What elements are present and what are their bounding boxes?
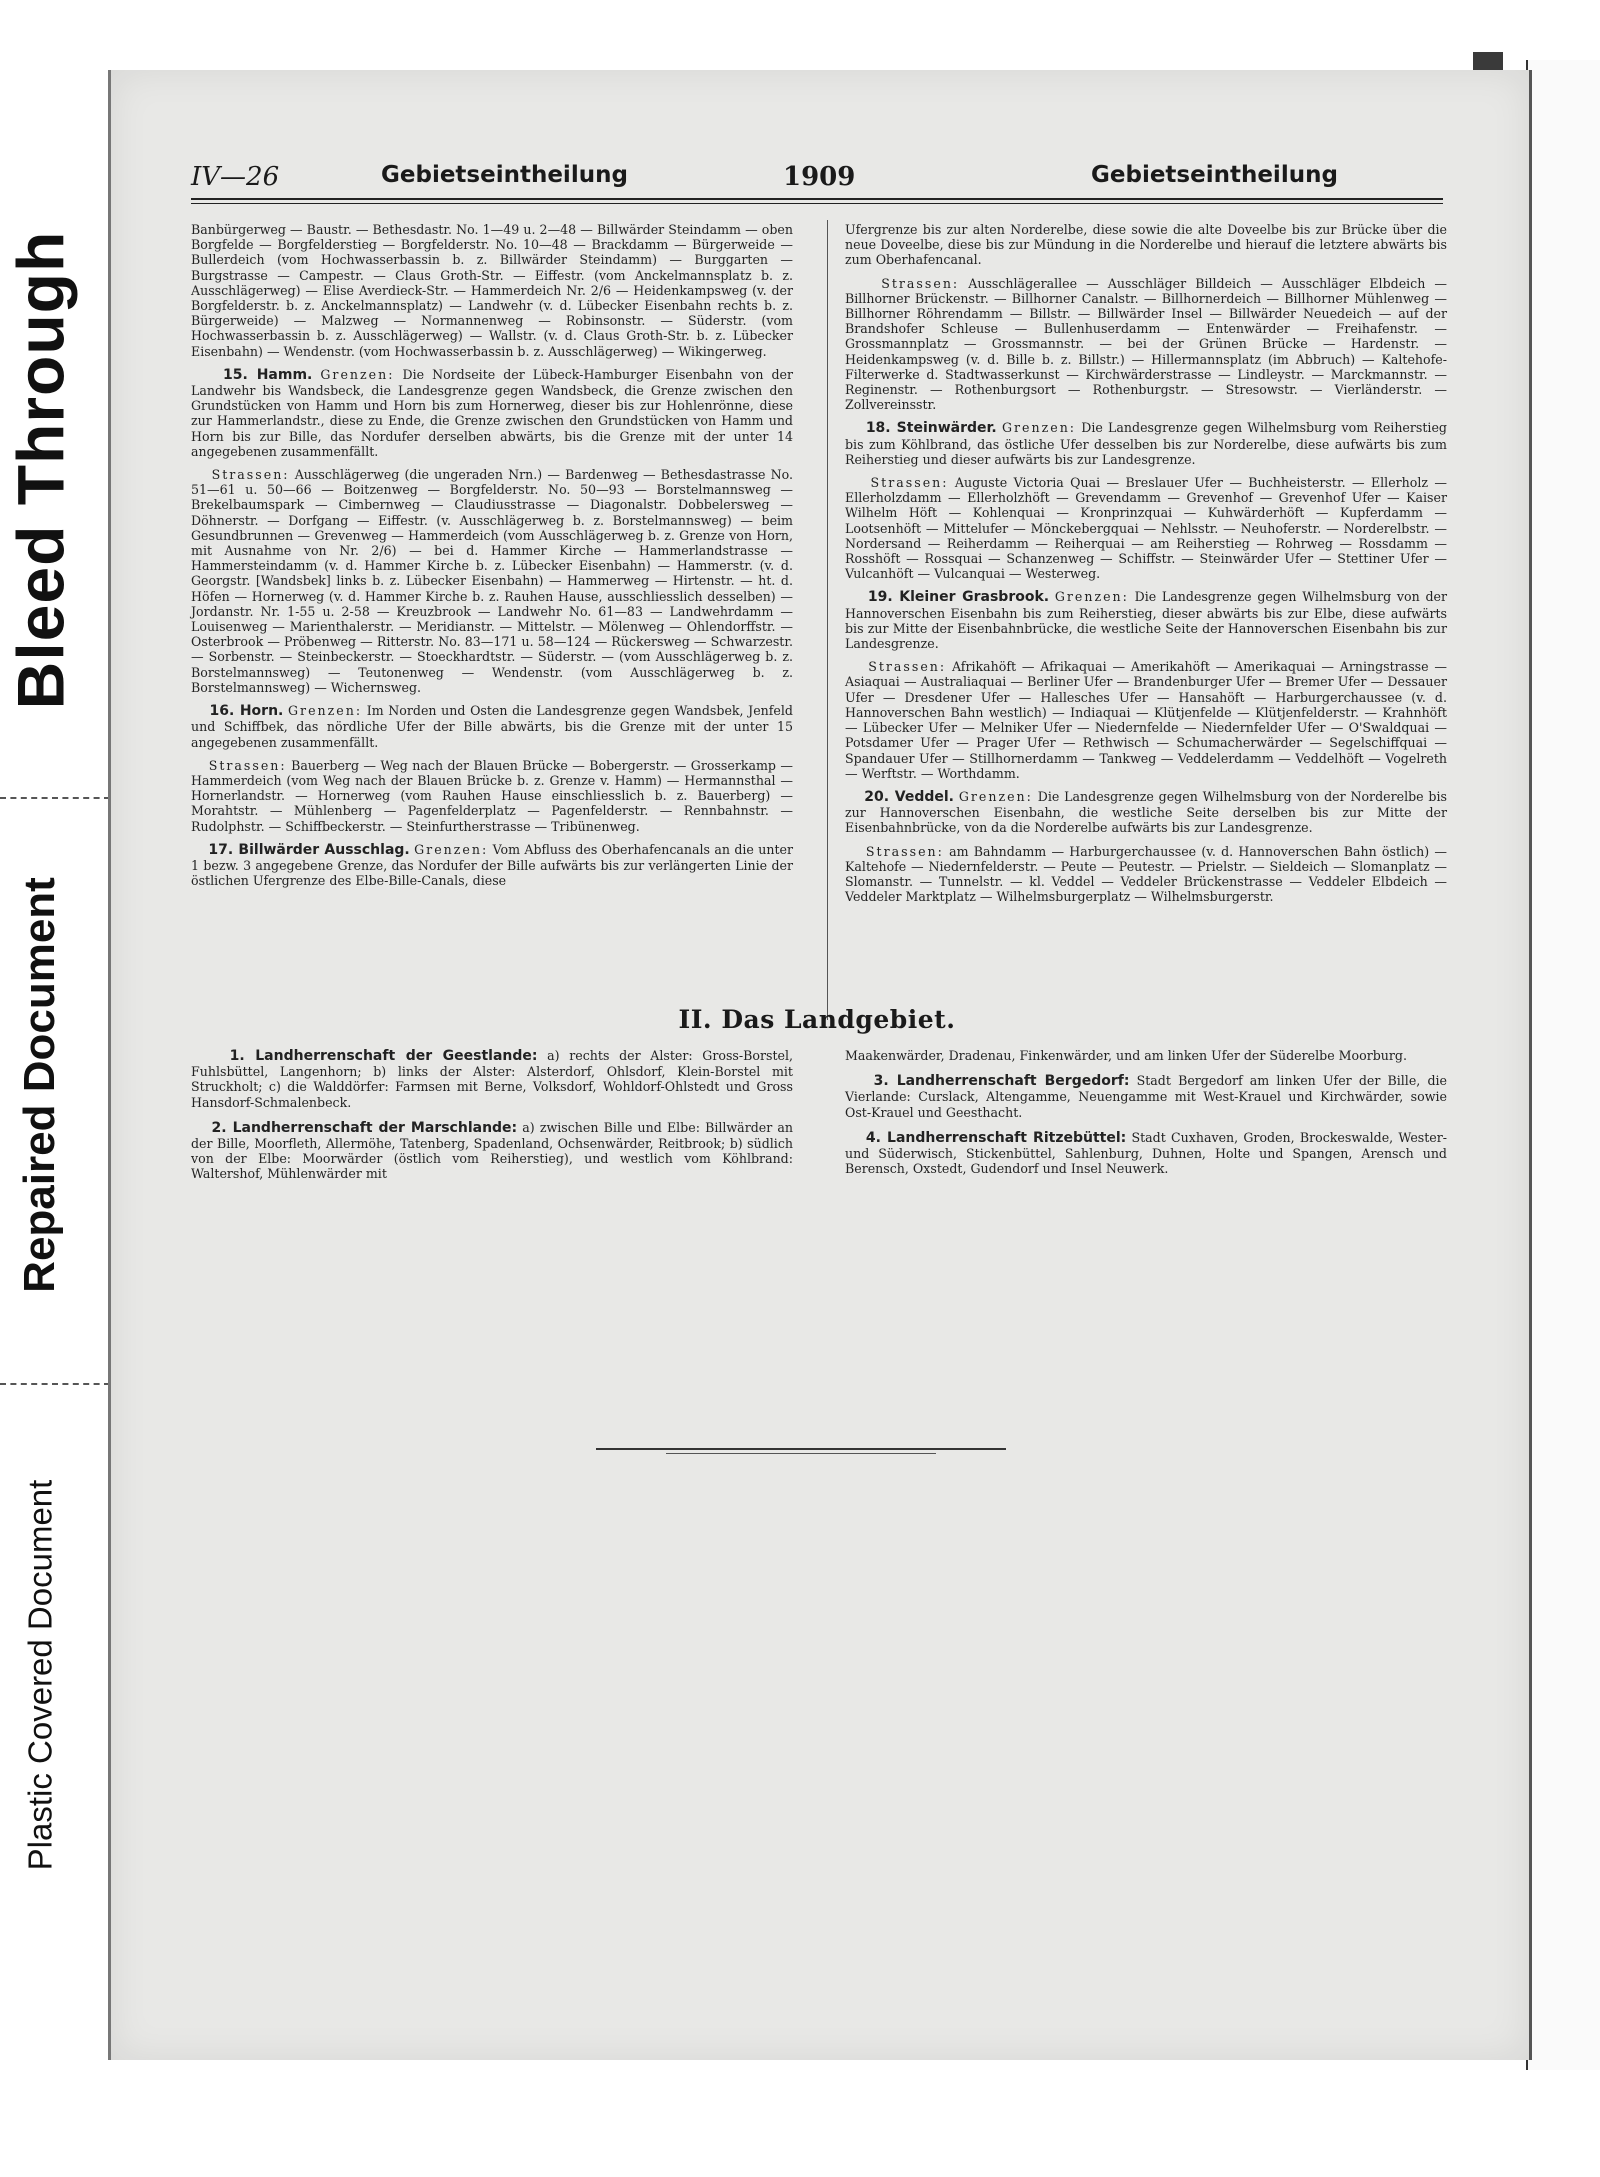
marschlande-entry: 2. Landherrenschaft der Marschlande: a) zwischen Bille und Elbe: Billwärder an der Bille, Moorfleth, Allermöhe, Tatenberg, Spadenland, Ochsenwärder, Reitbrook; b) südlich von der Elbe: Moorwärder (östlich vom Reiherstieg), und westlich vom Köhlbrand: Waltershof, Mühlenwärder mit: [191, 1119, 793, 1182]
column-divider: [827, 220, 828, 1020]
district-hamm: 15. Hamm. Grenzen: Die Nordseite der Lübeck-Hamburger Eisenbahn von der Landwehr bis Wandsbeck, die Landesgrenze gegen Wandsbeck, die Grenze zwischen den Grundstücken von Hamm und Horn bis zum Hornerweg, dieser bis zur Hohlenrönne, diese zur Hammerlandstr., diese zu Ende, die Grenze zwischen den Grundstücken von Hamm und Horn bis zur Bille, das Nordufer derselben abwärts, bis die Grenze mit der unter 14 angegebenen zusammenfällt.: [191, 366, 793, 459]
district-title: 18. Steinwärder.: [865, 420, 997, 437]
landgebiet-right-column: [845, 1048, 1447, 1186]
district-title: 17. Billwärder Ausschlag.: [208, 841, 410, 858]
label-separator: [0, 1383, 110, 1385]
bleed-through-label: Bleed Through: [3, 230, 77, 710]
page-number: IV—26: [191, 162, 280, 192]
scanned-page: [108, 70, 1532, 2060]
header-rule-thin: [191, 203, 1443, 204]
ritzebuettel-entry: 4. Landherrenschaft Ritzebüttel: Stadt Cuxhaven, Groden, Brockeswalde, Wester- und Süderwisch, Stickenbüttel, Sahlenburg, Duhnen, Holte und Spangen, Arensch und Berensch, Oxstedt, Gudendorf und Insel Neuwerk.: [845, 1129, 1448, 1177]
landgebiet-title: II. Das Landgebiet.: [678, 1005, 956, 1034]
bergedorf-entry: 3. Landherrenschaft Bergedorf: Stadt Bergedorf am linken Ufer der Bille, die Vierlande: Curslack, Altengamme, Neuengamme mit West-Krauel und Kirchwärder, sowie Ost-Krauel und Geesthacht.: [845, 1073, 1447, 1120]
plastic-covered-label: Plastic Covered Document: [21, 1479, 59, 1871]
streets-hamm: Strassen: Ausschlägerweg (die ungeraden Nrn.) — Bardenweg — Bethesdastrasse No. 51—61 u. 50—66 — Boitzenweg — Borgfelderstr. No. 50—93 — Borstelmannsweg — Brekelbaumspark — Cimbernweg — Claudiusstrasse — Diagonalstr. Dobbelersweg — Döhnerstr. — Dorfgang — Eiffestr. (v. Ausschlägerweg b. z. Borstelmannsweg) — beim Gesundbrunnen — Grevenweg — Hammerdeich (vom Ausschlägerweg b. z. Grenze von Horn, mit Ausnahme von Nr. 2/6) — bei d. Hammer Kirche — Hammerlandstrasse — Hammersteindamm (v. d. Hammer Kirche b. z. Lübecker Eisenbahn) — Hammerstr. (v. d. Georgstr. [Wandsbek] links b. z. Lübecker Eisenbahn) — Hammerweg — Hirtenstr. — ht. d. Höfen — Hornerweg (v. d. Hammer Kirche b. z. Rauhen Hause, ausschliesslich desselben) — Jordanstr. Nr. 1-55 u. 2-58 — Kreuzbrook — Landwehr No. 61—83 — Landwehrdamm — Louisenweg — Marienthalerstr. — Meridianstr. — Mittelstr. — Mölenweg — Ohlendorffstr. — Osterbrook — Pröbenweg — Ritterstr. No. 83—171 u. 58—124 — Rückersweg — Schwarzestr. — Sorbenstr. — Steinbeckerstr. — Stoeckhardtstr. — Süderstr. — (vom Ausschlägerweg b. z. Borstelmannsweg) — Teutonenweg — Wendenstr. (vom Ausschlägerweg b. z. Borstelmannsweg) — Wichernsweg.: [191, 467, 794, 695]
next-page-edge: [1526, 60, 1600, 2070]
district-horn: 16. Horn. Grenzen: Im Norden und Osten die Landesgrenze gegen Wandsbek, Jenfeld und Schiffbek, das nördliche Ufer der Bille abwärts, bis die Grenze mit der unter 15 angegebenen zusammenfällt.: [191, 703, 793, 750]
streets-billwaerder: Strassen: Ausschlägerallee — Ausschläger Billdeich — Ausschläger Elbdeich — Billhorner Brückenstr. — Billhorner Canalstr. — Billhornerdeich — Billhorner Mühlenweg — Billhorner Röhrendamm — Billstr. — Billwärder Insel — Billwärder Neuedeich — auf der Brandshofer Schleuse — Bullenhuserdamm — Entenwärder — Freihafenstr. — Grossmannplatz — Grossmannstr. — bei der Grünen Brücke — Hardenstr. — Heidenkampsweg (v. d. Bille b. z. Billstr.) — Hillermannsplatz (im Abbruch) — Kaltehofe-Filterwerke d. Stadtwasserkunst — Kirchwärderstrasse — Lindleystr. — Marckmannstr. — Reginenstr. — Rothenburgsort — Rothenburgstr. — Stresowstr. — Vierländerstr. — Zollvereinsstr.: [845, 275, 1447, 413]
district-title: 20. Veddel.: [864, 788, 954, 805]
district-kleiner-grasbrook: 19. Kleiner Grasbrook. Grenzen: Die Landesgrenze gegen Wilhelmsburg von der Hannoverschen Eisenbahn bis zum Reiherstieg, dieser abwärts bis zur Elbe, diese aufwärts bis zur Mitte der Eisenbahnbrücke, die westliche Seite der Hannoverschen Eisenbahn bis zur Landesgrenze.: [845, 589, 1447, 652]
billwaerder-continued: Ufergrenze bis zur alten Norderelbe, diese sowie die alte Doveelbe bis zur Brücke über die neue Doveelbe, diese bis zur Mündung in die Norderelbe und hierauf die letztere abwärts bis zum Oberhafencanal.: [845, 222, 1447, 268]
header-right-title: Gebietseintheilung: [1091, 162, 1338, 188]
header-left-title: Gebietseintheilung: [381, 162, 628, 188]
repaired-document-label: Repaired Document: [15, 877, 65, 1293]
label-separator: [0, 797, 110, 799]
streets-veddel: Strassen: am Bahndamm — Harburgerchaussee (v. d. Hannoverschen Bahn östlich) — Kaltehofe — Niedernfelderstr. — Peute — Peutestr. — Prielstr. — Sieldeich — Slomanplatz — Slomanstr. — Tunnelstr. — kl. Veddel — Veddeler Brückenstrasse — Veddeler Elbdeich — Veddeler Marktplatz — Wilhelmsburgerplatz — Wilhelmsburgerstr.: [845, 843, 1447, 905]
district-steinwaerder: 18. Steinwärder. Grenzen: Die Landesgrenze gegen Wilhelmsburg vom Reiherstieg bis zum Köhlbrand, das östliche Ufer desselben bis zur Norderelbe, diese aufwärts bis zum Reiherstieg und dieser aufwärts bis zur Landesgrenze.: [845, 420, 1447, 467]
header-year: 1909: [783, 162, 856, 192]
district-title: 19. Kleiner Grasbrook.: [867, 589, 1050, 606]
marschlande-continued: Maakenwärder, Dradenau, Finkenwärder, und am linken Ufer der Süderelbe Moorburg.: [845, 1048, 1407, 1063]
district-veddel: 20. Veddel. Grenzen: Die Landesgrenze gegen Wilhelmsburg von der Norderelbe bis zur Hannoverschen Eisenbahn, die westliche Seite derselben bis zur Mitte der Eisenbahnbrücke, von da die Norderelbe aufwärts bis zur Landesgrenze.: [845, 788, 1447, 836]
streets-steinwaerder: Strassen: Auguste Victoria Quai — Breslauer Ufer — Buchheisterstr. — Ellerholz — Ellerholzdamm — Ellerholzhöft — Grevendamm — Grevenhof — Grevenhof Ufer — Kaiser Wilhelm Höft — Kohlenquai — Kronprinzquai — Kuhwärderhöft — Kupferdamm — Lootsenhöft — Mittelufer — Mönckebergquai — Nehlsstr. — Neuhoferstr. — Norderelbstr. — Nordersand — Reiherdamm — Reiherquai — am Reiherstieg — Rohrweg — Rossdamm — Rosshöft — Rossquai — Schanzenweg — Schiffstr. — Steinwärder Ufer — Stettiner Ufer — Vulcanhöft — Vulcanquai — Westerweg.: [845, 475, 1447, 582]
end-ornament-line: [596, 1448, 1006, 1450]
header-rule: [191, 198, 1443, 200]
landgebiet-left-column: [191, 1048, 793, 1192]
district-billwaerder: 17. Billwärder Ausschlag. Grenzen: Vom Abfluss des Oberhafencanals an die unter 1 bezw. 3 angegebene Grenze, das Nordufer der Bille aufwärts bis zur verlängerten Linie der östlichen Ufergrenze des Elbe-Bille-Canals, diese: [191, 841, 793, 889]
streets-horn: Strassen: Bauerberg — Weg nach der Blauen Brücke — Bobergerstr. — Grosserkamp — Hammerdeich (vom Weg nach der Blauen Brücke b. z. Grenze v. Hamm) — Hermannsthal — Hornerlandstr. — Hornerweg (vom Rauhen Hause einschliesslich b. z. Bauerberg) — Morahtstr. — Mühlenberg — Pagenfelderplatz — Pagenfelderstr. — Rennbahnstr. — Rudolphstr. — Schiffbeckerstr. — Steinfurtherstrasse — Tribünenweg.: [191, 757, 793, 834]
intro-paragraph: Banbürgerweg — Baustr. — Bethesdastr. No. 1—49 u. 2—48 — Billwärder Steindamm — oben Borgfelde — Borgfelderstieg — Borgfelderstr. No. 10—48 — Brackdamm — Bürgerweide — Bullerdeich (vom Hochwasserbassin b. z. Billwärder Steindamm) — Burggarten — Burgstrasse — Campestr. — Claus Groth-Str. — Eiffestr. (vom Anckelmannsplatz b. z. Ausschlägerweg) — Elise Averdieck-Str. — Hammerdeich Nr. 2/6 — Heidenkampsweg (v. der Borgfelderstr. b. z. Anckelmannsplatz) — Landwehr (v. d. Lübecker Eisenbahn rechts b. z. Bürgerweide) — Malzweg — Normannenweg — Robinsonstr. — Süderstr. (vom Hochwasserbassin b. z. Ausschlägerweg) — Wallstr. (v. d. Claus Groth-Str. b. z. Lübecker Eisenbahn) — Wendenstr. (vom Hochwasserbassin b. z. Ausschlägerweg) — Wikingerweg.: [191, 222, 793, 359]
district-title: 15. Hamm.: [223, 366, 313, 383]
district-title: 16. Horn.: [209, 703, 284, 720]
geestlande-entry: 1. Landherrenschaft der Geestlande: a) rechts der Alster: Gross-Borstel, Fuhlsbüttel, Langenhorn; b) links der Alster: Alsterdorf, Ohlsdorf, Klein-Borstel mit Struckholt; c) die Walddörfer: Farmsen mit Berne, Volksdorf, Wohldorf-Ohlstedt und Gross Hansdorf-Schmalenbeck.: [191, 1048, 794, 1110]
end-ornament-line: [666, 1453, 936, 1454]
streets-kleiner-grasbrook: Strassen: Afrikahöft — Afrikaquai — Amerikahöft — Amerikaquai — Arningstrasse — Asiaquai — Australiaquai — Berliner Ufer — Brandenburger Ufer — Bremer Ufer — Dessauer Ufer — Dresdener Ufer — Hallesches Ufer — Hansahöft — Harburgerchaussee (v. d. Hannoverschen Bahn westlich) — Indiaquai — Klütjenfelde — Klütjenfelderstr. — Krahnhöft — Lübecker Ufer — Melniker Ufer — Niedernfelde — Niedernfelder Ufer — O'Swaldquai — Potsdamer Ufer — Prager Ufer — Rethwisch — Schumacherwärder — Segelschiffquai — Spandauer Ufer — Stillhornerdamm — Tankweg — Veddelerdamm — Veddelhöft — Vogelreth — Werftstr. — Worthdamm.: [845, 659, 1447, 781]
right-column: [845, 222, 1447, 912]
left-column: [191, 222, 793, 896]
